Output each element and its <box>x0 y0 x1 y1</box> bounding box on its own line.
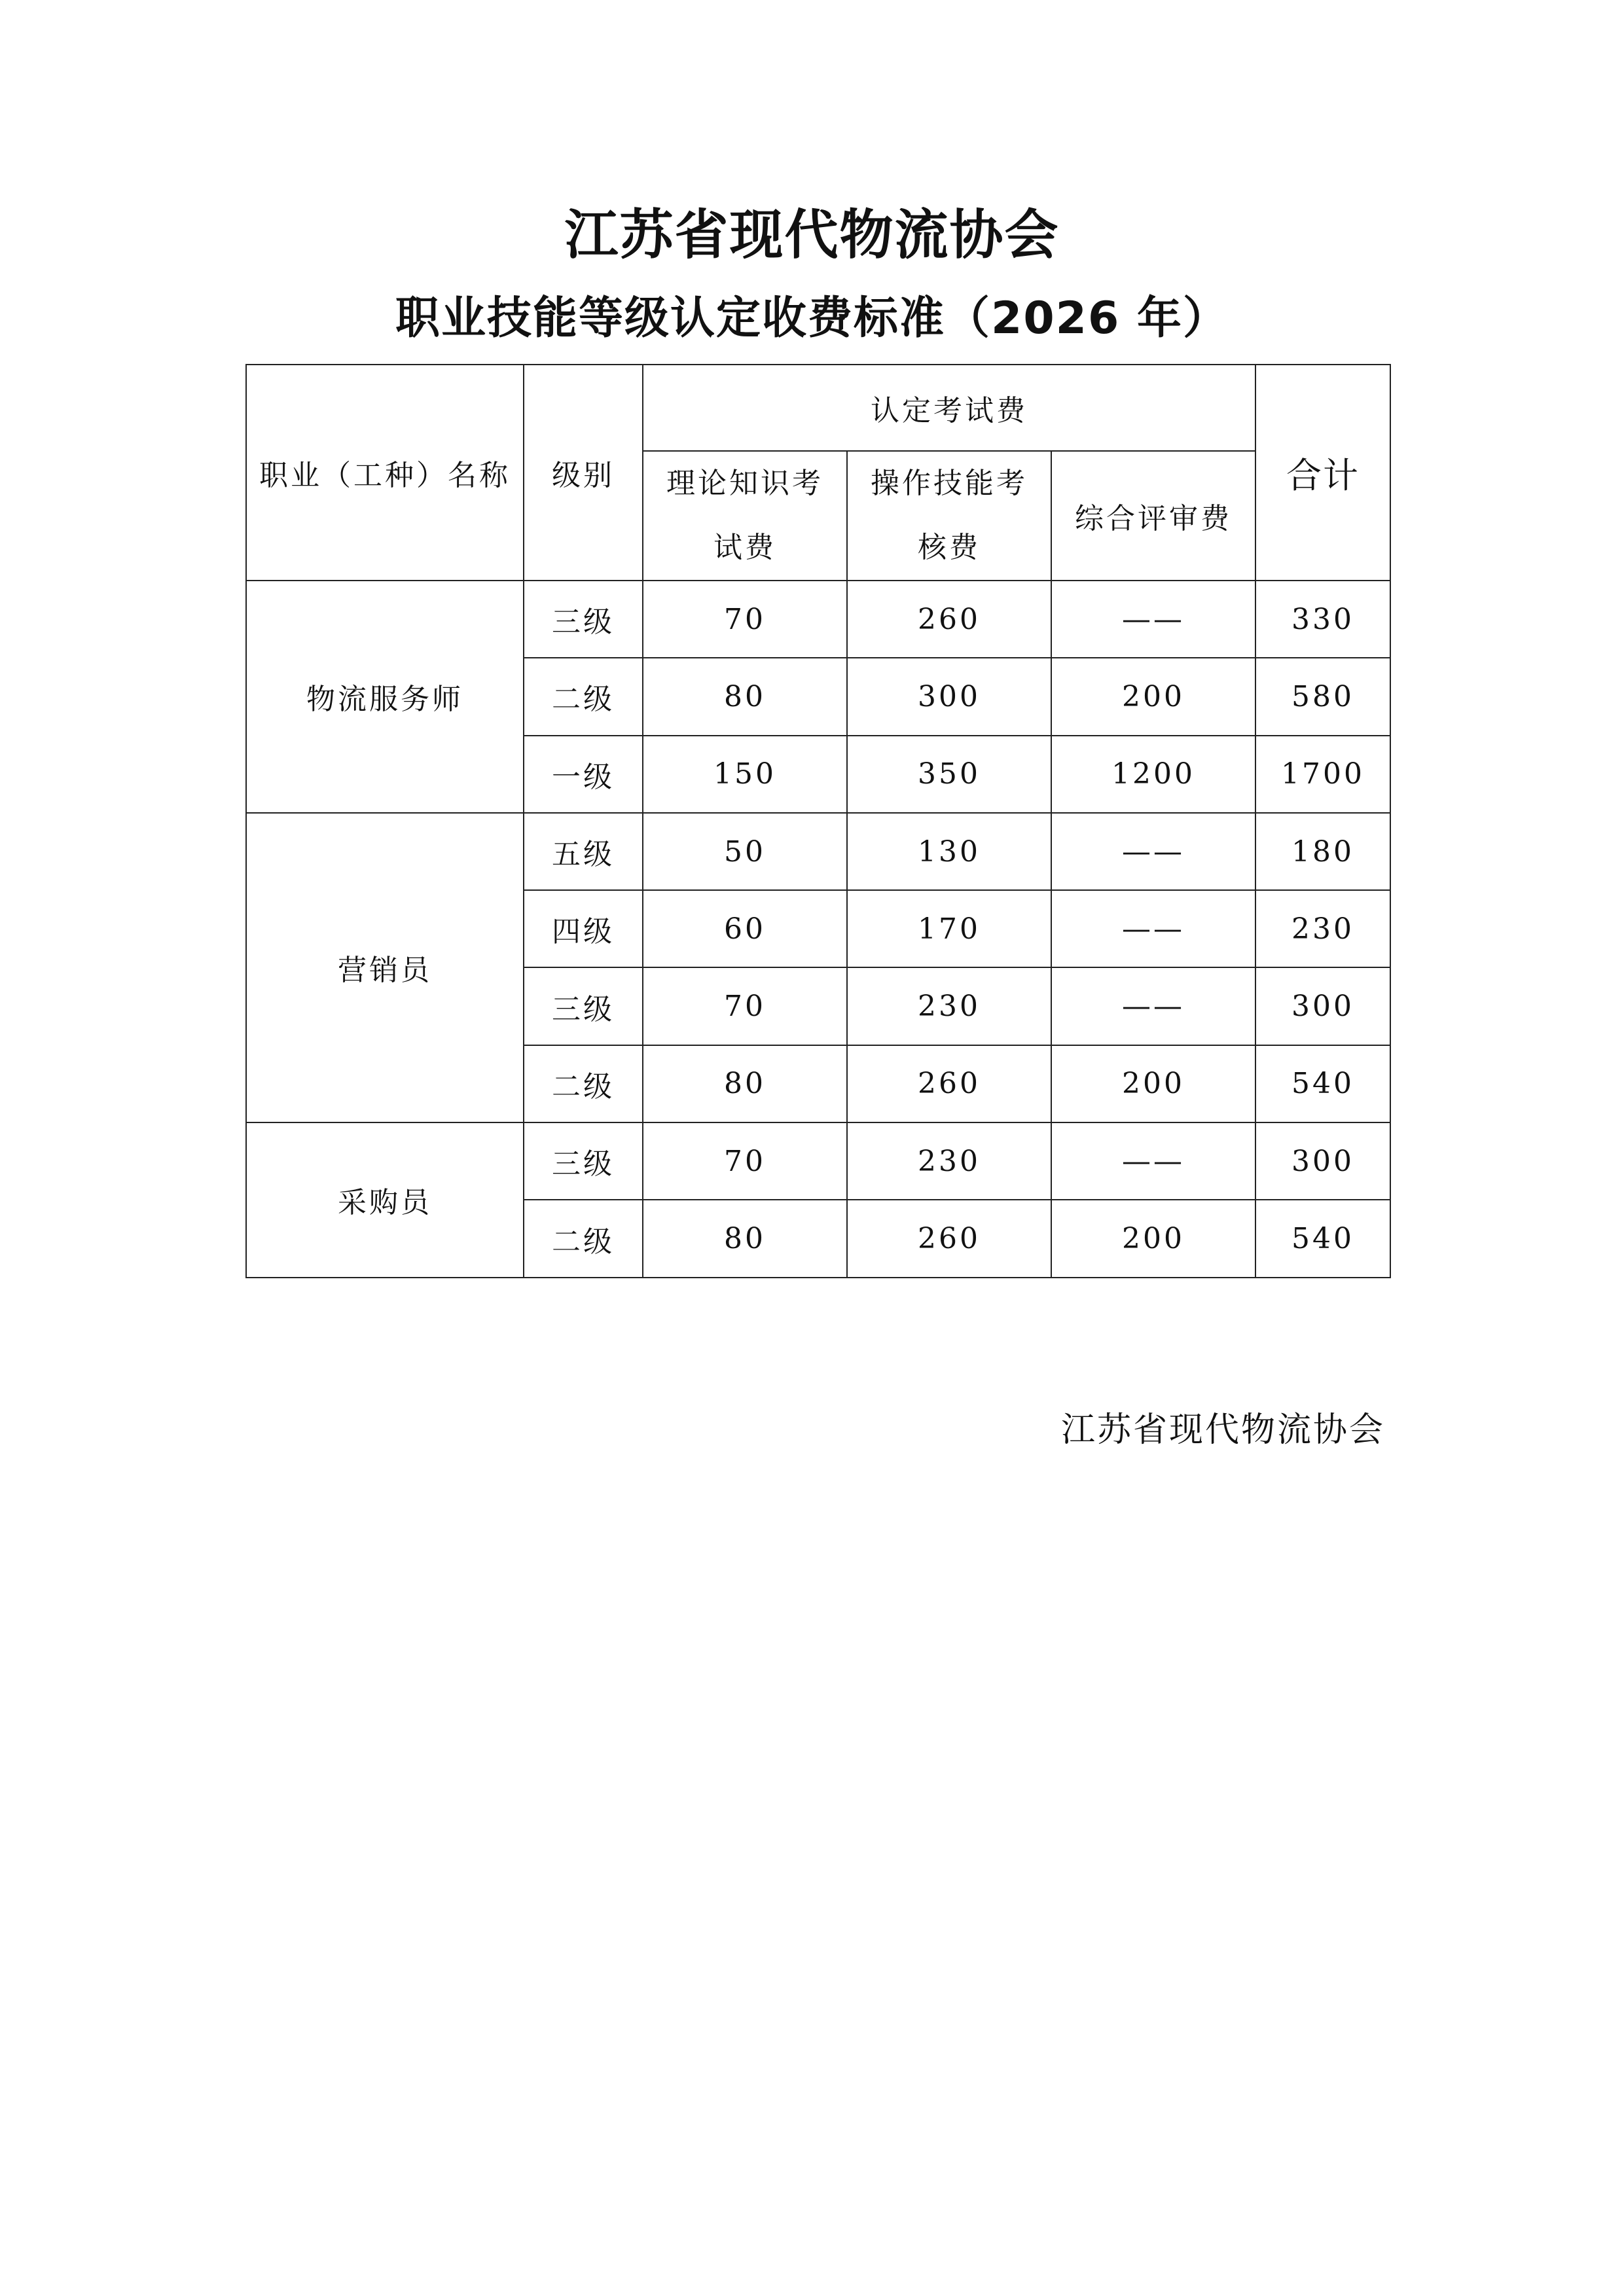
header-operation-line2: 核费 <box>918 531 981 564</box>
occupation-name: 采购员 <box>246 1122 524 1278</box>
theory-cell: 50 <box>643 813 847 890</box>
operation-cell: 230 <box>847 967 1051 1045</box>
level-cell: 三级 <box>524 581 643 658</box>
header-exam-fee-group: 认定考试费 <box>643 365 1255 451</box>
level-cell: 三级 <box>524 967 643 1045</box>
header-level: 级别 <box>524 365 643 581</box>
operation-cell: 130 <box>847 813 1051 890</box>
review-cell: —— <box>1051 1122 1255 1200</box>
total-cell: 540 <box>1255 1200 1390 1277</box>
review-cell: —— <box>1051 581 1255 658</box>
theory-cell: 80 <box>643 658 847 735</box>
level-cell: 四级 <box>524 890 643 967</box>
total-cell: 230 <box>1255 890 1390 967</box>
header-total: 合计 <box>1255 365 1390 581</box>
header-theory-line2: 试费 <box>713 531 776 564</box>
document-subtitle: 职业技能等级认定收费标准（2026 年） <box>395 293 1229 344</box>
header-operation-line1: 操作技能考 <box>871 467 1028 500</box>
occupation-name: 物流服务师 <box>246 581 524 813</box>
operation-cell: 350 <box>847 736 1051 813</box>
total-cell: 1700 <box>1255 736 1390 813</box>
level-cell: 一级 <box>524 736 643 813</box>
theory-cell: 70 <box>643 581 847 658</box>
theory-cell: 70 <box>643 1122 847 1200</box>
total-cell: 180 <box>1255 813 1390 890</box>
operation-cell: 260 <box>847 1200 1051 1277</box>
header-row-top <box>246 365 1390 451</box>
table-row <box>246 581 1390 658</box>
total-cell: 300 <box>1255 967 1390 1045</box>
table-row <box>246 813 1390 890</box>
operation-cell: 300 <box>847 658 1051 735</box>
operation-cell: 230 <box>847 1122 1051 1200</box>
theory-cell: 80 <box>643 1200 847 1277</box>
header-theory-line1: 理论知识考 <box>666 467 823 500</box>
fee-table-body <box>246 365 1390 1278</box>
document-title: 江苏省现代物流协会 <box>564 204 1060 266</box>
total-cell: 540 <box>1255 1045 1390 1122</box>
header-operation-fee <box>847 451 1051 581</box>
total-cell: 300 <box>1255 1122 1390 1200</box>
review-cell: 200 <box>1051 1045 1255 1122</box>
total-cell: 580 <box>1255 658 1390 735</box>
review-cell: —— <box>1051 813 1255 890</box>
fee-table <box>245 364 1391 1278</box>
review-cell: 1200 <box>1051 736 1255 813</box>
review-cell: —— <box>1051 967 1255 1045</box>
review-cell: 200 <box>1051 658 1255 735</box>
footer-organization: 江苏省现代物流协会 <box>1060 1410 1385 1450</box>
theory-cell: 150 <box>643 736 847 813</box>
occupation-name: 营销员 <box>246 813 524 1122</box>
theory-cell: 70 <box>643 967 847 1045</box>
level-cell: 二级 <box>524 1200 643 1277</box>
header-theory-fee <box>643 451 847 581</box>
table-row <box>246 1122 1390 1200</box>
header-review-fee: 综合评审费 <box>1051 451 1255 581</box>
theory-cell: 60 <box>643 890 847 967</box>
operation-cell: 260 <box>847 1045 1051 1122</box>
review-cell: 200 <box>1051 1200 1255 1277</box>
level-cell: 二级 <box>524 658 643 735</box>
level-cell: 五级 <box>524 813 643 890</box>
header-occupation: 职业（工种）名称 <box>246 365 524 581</box>
operation-cell: 260 <box>847 581 1051 658</box>
level-cell: 三级 <box>524 1122 643 1200</box>
level-cell: 二级 <box>524 1045 643 1122</box>
total-cell: 330 <box>1255 581 1390 658</box>
review-cell: —— <box>1051 890 1255 967</box>
theory-cell: 80 <box>643 1045 847 1122</box>
operation-cell: 170 <box>847 890 1051 967</box>
